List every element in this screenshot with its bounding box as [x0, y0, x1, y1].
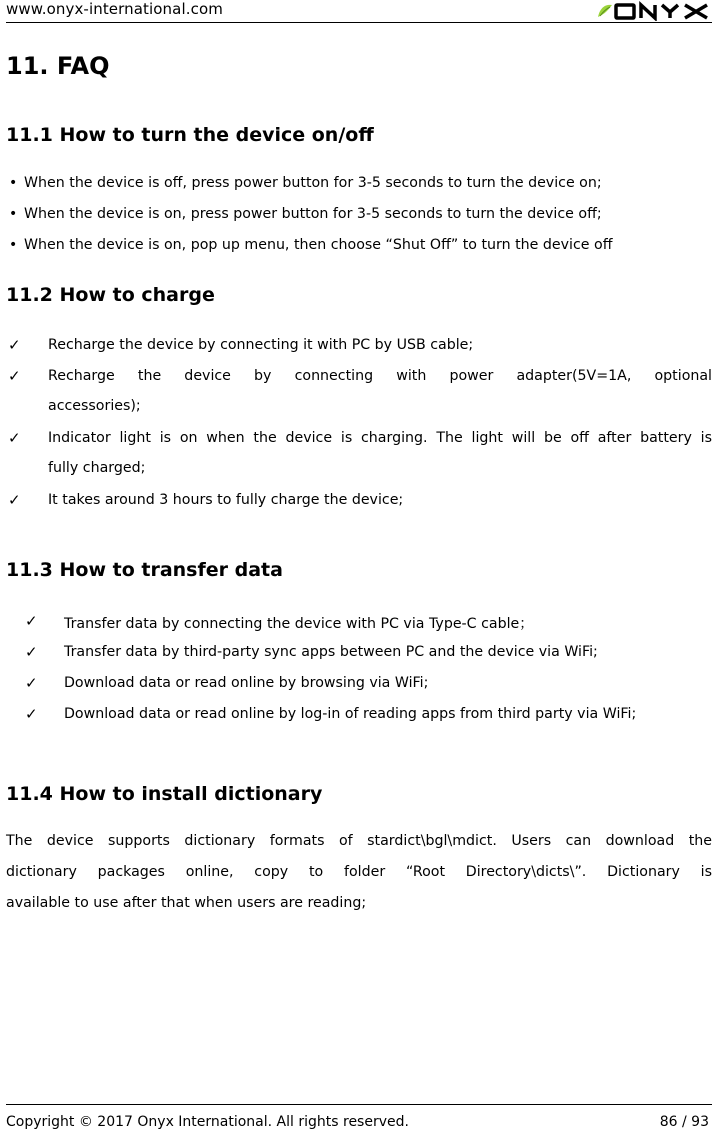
checkmark-icon: ✓ — [8, 336, 21, 354]
logo-wordmark — [616, 5, 707, 18]
list-item: Recharge the device by connecting it with PC by USB cable; — [48, 337, 474, 353]
page-title: 11. FAQ — [6, 52, 110, 80]
checkmark-icon: ✓ — [25, 674, 38, 692]
paragraph-line: dictionary packages online, copy to folder “Root Directory\dicts\”. Dictionary is — [6, 864, 712, 880]
footer-copyright: Copyright © 2017 Onyx International. All rights reserved. — [6, 1114, 409, 1130]
section-heading-11-1: 11.1 How to turn the device on/off — [6, 124, 374, 146]
list-item: Transfer data by third-party sync apps between PC and the device via WiFi; — [64, 644, 598, 660]
list-item-continuation: fully charged; — [48, 460, 146, 476]
checkmark-icon: ✓ — [8, 367, 21, 385]
logo-leaf-icon — [598, 5, 612, 17]
section-heading-11-2: 11.2 How to charge — [6, 284, 215, 306]
bullet-icon: • — [9, 175, 18, 191]
bullet-icon: • — [9, 237, 18, 253]
section-heading-11-4: 11.4 How to install dictionary — [6, 783, 323, 805]
checkmark-icon: ✓ — [8, 429, 21, 447]
list-item: Download data or read online by browsing via WiFi; — [64, 675, 429, 691]
list-item: It takes around 3 hours to fully charge the device; — [48, 492, 404, 508]
list-item: Recharge the device by connecting with power adapter(5V=1A, optional — [48, 368, 712, 384]
onyx-logo — [596, 1, 712, 21]
footer-divider — [6, 1104, 712, 1105]
list-item: When the device is off, press power button for 3-5 seconds to turn the device on; — [24, 175, 602, 191]
checkmark-icon: ✓ — [25, 643, 38, 661]
header-url: www.onyx-international.com — [6, 0, 223, 18]
list-item: Indicator light is on when the device is charging. The light will be off after battery is — [48, 430, 712, 446]
list-item: Transfer data by connecting the device with PC via Type-C cable； — [64, 616, 534, 632]
page-header — [6, 0, 712, 23]
list-item: When the device is on, press power button for 3-5 seconds to turn the device off; — [24, 206, 602, 222]
checkmark-icon: ✓ — [25, 705, 38, 723]
list-item: When the device is on, pop up menu, then choose “Shut Off” to turn the device off — [24, 237, 613, 253]
bullet-icon: • — [9, 206, 18, 222]
page-number: 86 / 93 — [659, 1114, 709, 1130]
list-item-continuation: accessories); — [48, 398, 141, 414]
checkmark-icon: ✓ — [25, 612, 38, 630]
list-item: Download data or read online by log-in of reading apps from third party via WiFi; — [64, 706, 637, 722]
paragraph-line: The device supports dictionary formats of stardict\bgl\mdict. Users can download the — [6, 833, 712, 849]
checkmark-icon: ✓ — [8, 491, 21, 509]
section-heading-11-3: 11.3 How to transfer data — [6, 559, 283, 581]
paragraph-line: available to use after that when users are reading; — [6, 895, 367, 911]
